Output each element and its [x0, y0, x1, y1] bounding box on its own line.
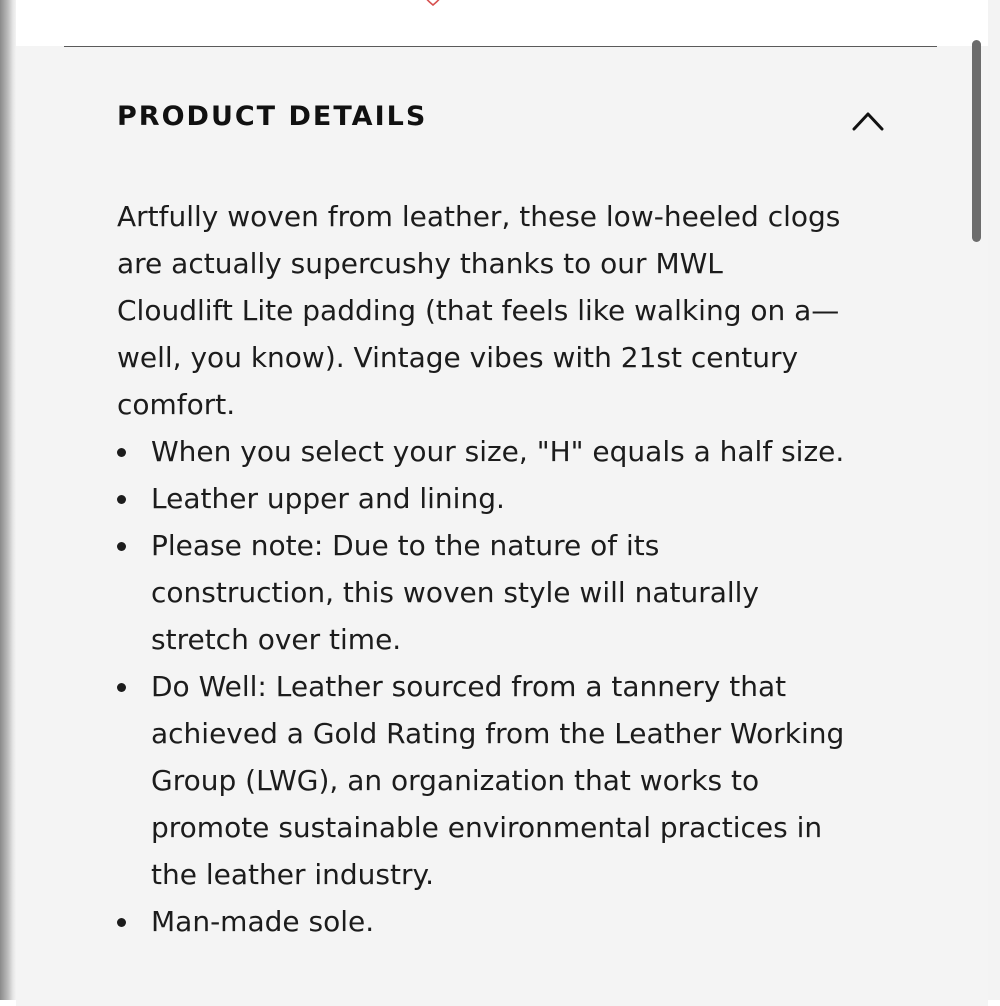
chevron-up-icon: [846, 100, 890, 140]
product-details-content: [117, 193, 847, 945]
product-feature-list: [117, 428, 847, 945]
bullet-icon: [117, 448, 126, 457]
heart-logo-icon[interactable]: [423, 0, 443, 6]
list-item: [117, 898, 847, 945]
list-item: [117, 522, 847, 663]
list-item-text: When you select your size, "H" equals a half size.: [151, 435, 845, 468]
section-title: PRODUCT DETAILS: [117, 101, 428, 132]
list-item-text: Do Well: Leather sourced from a tannery that achieved a Gold Rating from the Leather Working Group (LWG), an organization that works to promote sustainable environmental practices in the leather industry.: [151, 670, 845, 891]
bullet-icon: [117, 495, 126, 504]
bullet-icon: [117, 918, 126, 927]
list-item: [117, 663, 847, 898]
bullet-icon: [117, 683, 126, 692]
scrollbar-thumb[interactable]: [972, 40, 981, 242]
product-description: Artfully woven from leather, these low-heeled clogs are actually supercushy thanks to our MWL Cloudlift Lite padding (that feels like walking on a—well, you know). Vintage vibes with 21st century comfort.: [117, 200, 841, 421]
header-card: [16, 0, 988, 46]
list-item: [117, 475, 847, 522]
bullet-icon: [117, 542, 126, 551]
collapse-toggle-button[interactable]: [846, 100, 890, 140]
list-item-text: Man-made sole.: [151, 905, 375, 938]
list-item: [117, 428, 847, 475]
list-item-text: Please note: Due to the nature of its construction, this woven style will naturally stretch over time.: [151, 529, 760, 656]
list-item-text: Leather upper and lining.: [151, 482, 505, 515]
section-divider: [64, 46, 937, 47]
